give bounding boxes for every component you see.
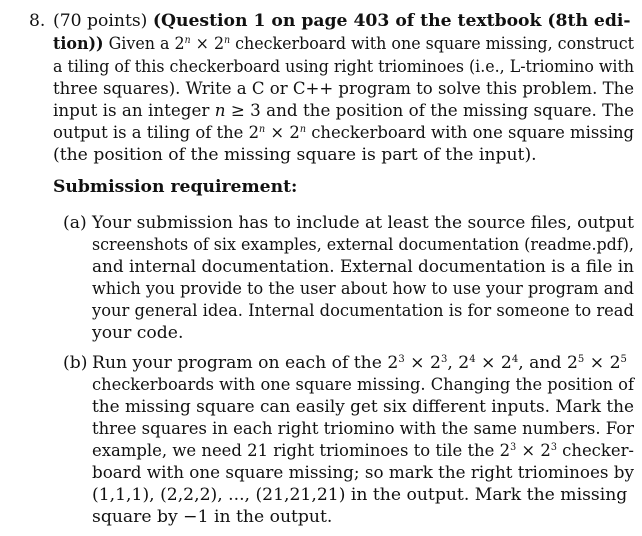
- intro-line-4: three squares). Write a C or C++ program to solve this problem. The: [53, 79, 635, 99]
- item-b-line-5: example, we need 21 right triominoes to tile the $2^3 \times 2^3$ checker-: [92, 441, 634, 461]
- item-a-line-1: Your submission has to include at least the source files, output: [92, 213, 635, 233]
- item-b-line-7: (1,1,1), (2,2,2), ..., (21,21,21) in the output. Mark the missing: [92, 485, 628, 505]
- points-text: (70 points): [53, 11, 153, 31]
- question-reference-end: tion)): [53, 34, 104, 54]
- intro-line-2: tion)) Given a $2^n \times 2^n$ checkerboard with one square missing, construct: [53, 34, 634, 54]
- item-b-label: (b): [63, 353, 88, 373]
- item-b-line-1: Run your program on each of the $2^3 \times 2^3$, $2^4 \times 2^4$, and $2^5 \times 2^5$: [92, 353, 627, 373]
- intro-line-1: [53, 10, 631, 32]
- item-a-label: (a): [63, 213, 87, 233]
- item-b-line-6: board with one square missing; so mark the right triominoes by: [92, 463, 634, 483]
- intro-line-7: (the position of the missing square is part of the input).: [53, 145, 537, 165]
- item-b-line-3: the missing square can easily get six different inputs. Mark the: [92, 397, 635, 417]
- item-a-line-5: your general idea. Internal documentation is for someone to read: [92, 301, 634, 321]
- item-b-line-2: checkerboards with one square missing. Changing the position of: [92, 375, 634, 395]
- item-a-line-2: screenshots of six examples, external documentation (readme.pdf),: [92, 235, 634, 255]
- question-reference: (Question 1 on page 403 of the textbook (8th edi-: [152, 11, 631, 31]
- item-a-line-4: which you provide to the user about how to use your program and: [92, 279, 634, 299]
- item-b-line-4: three squares in each right triomino with the same numbers. For: [92, 419, 635, 439]
- submission-heading: Submission requirement:: [53, 177, 298, 197]
- question-number: 8.: [29, 11, 46, 31]
- item-a-line-6: your code.: [92, 323, 184, 343]
- intro-line-6: output is a tiling of the $2^n \times 2^n$ checkerboard with one square missing: [53, 123, 635, 143]
- item-b-line-8: square by −1 in the output.: [92, 507, 333, 527]
- intro-line-3: a tiling of this checkerboard using right triominoes (i.e., L-triomino with: [53, 57, 635, 77]
- intro-line-5: input is an integer n ≥ 3 and the position of the missing square. The: [53, 101, 635, 121]
- item-a-line-3: and internal documentation. External documentation is a file in: [92, 257, 634, 277]
